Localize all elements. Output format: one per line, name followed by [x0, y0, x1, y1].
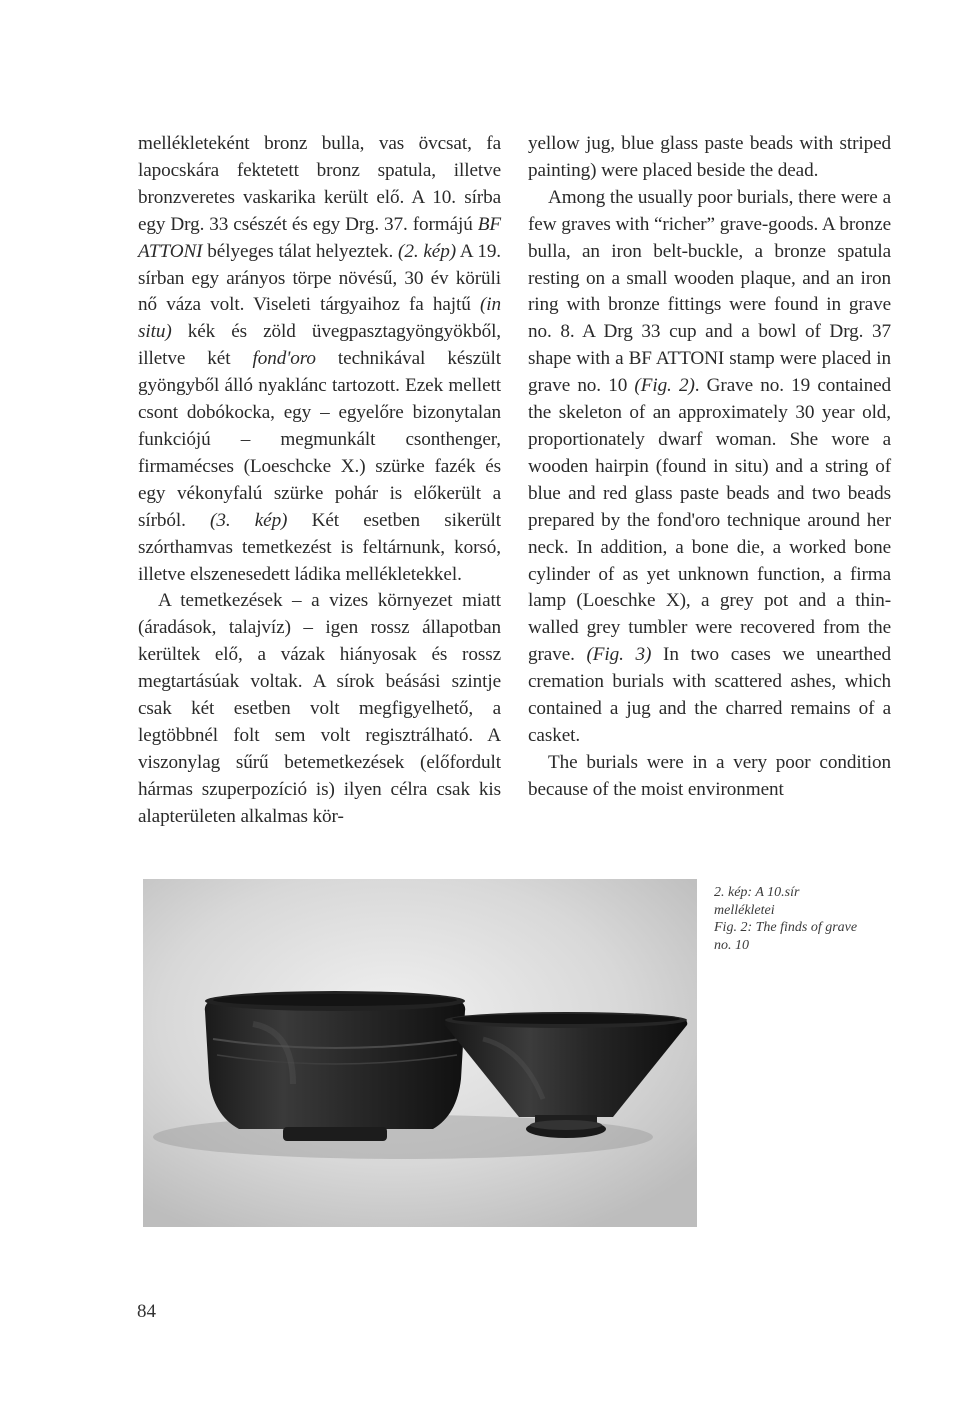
text-run: In two cases we unearthed cremation burials with scattered ashes, which contained a jug and the charred remains of a casket.: [528, 644, 892, 746]
text-run: bélyeges tálat helyeztek.: [202, 240, 399, 262]
text-run: kék és zöld üvegpasztagyöngyökből, illetve két: [138, 321, 501, 370]
caption-en-line-1: Fig. 2: The finds of grave: [714, 920, 858, 935]
left-paragraph-1: [138, 131, 501, 588]
caption-hu-line-2: mellékletei: [714, 902, 775, 918]
stamp-name: BF ATTONI: [138, 213, 501, 262]
bowls-illustration: [143, 879, 697, 1227]
technique-term: fond'oro: [252, 348, 316, 370]
figure-reference: (Fig. 3): [586, 644, 652, 666]
figure-reference: (Fig. 2): [634, 375, 695, 397]
figure-reference: (3. kép): [210, 509, 288, 531]
left-column: [138, 131, 501, 831]
right-paragraph-3: The burials were in a very poor condition because of the moist environment: [528, 751, 891, 800]
text-run: Among the usually poor burials, there were a few graves with “richer” grave-goods. A bronze bulla, an iron belt-buckle, a bronze spatula resting on a small wooden plaque, and an iron ring with bronze fittings were found in grave no. 8. A Drg 33 cup and a bowl of Drg. 37 shape with a BF ATTONI stamp were placed in grave no. 10: [528, 186, 891, 397]
text-run: mellékleteként bronz bulla, vas övcsat, fa lapocskára fektetett bronz spatula, illetve bronzveretes vaskarika került elő. A 10. sírba egy Drg. 33 csészét és egy Drg. 37. formájú: [138, 133, 501, 235]
caption-en-line-2: no. 10: [714, 937, 749, 953]
text-run: A 19. sírban egy arányos törpe növésű, 30 év körüli nő váza volt. Viseleti tárgyaihoz fa hajtű: [138, 240, 502, 316]
text-run: . Grave no. 19 contained the skeleton of an approximately 30 year old, proportionately dwarf woman. She wore a wooden hairpin (found in situ) and a string of blue and red glass paste beads and two beads prepared by the fond'oro technique around her neck. In addition, a bone die, a worked bone cylinder of as yet unknown function, a firma lamp (Loeschke X), a grey pot and a thin-walled grey tumbler were recovered from the grave.: [528, 375, 892, 666]
caption-hu-line-1: 2. kép: A 10.sír: [714, 885, 800, 900]
figure-reference: (2. kép): [398, 240, 456, 262]
text-run: technikával készült gyöngyből álló nyaklánc tartozott. Ezek mellett csont dobókocka, egy – egyelőre bizonytalan funkciójú – megmunkált csonthenger, firmamécses (Loeschcke X.) szürke fazék és egy vékonyfalú szürke pohár is előkerült a sírból.: [138, 348, 501, 531]
figure-bowls-photo: [143, 879, 697, 1227]
latin-term: (in situ): [138, 294, 501, 343]
figure-caption: [714, 884, 894, 954]
page-number: 84: [137, 1301, 156, 1322]
left-paragraph-2: A temetkezések – a vizes környezet miatt (áradások, talajvíz) – igen rossz állapotban kerültek elő, a vázak hiányosak és rossz megtartásúak voltak. A sírok beásási szintje csak két esetben volt megfigyelhető, a legtöbbnél folt sem volt regisztrálható. A viszonylag sűrű betemetkezések (előfordult hármas szuperpozíció is) ilyen célra csak kis alapterületen alkalmas kör-: [138, 590, 501, 827]
text-run: Két esetben sikerült szórthamvas temetkezést is feltárnunk, korsó, illetve elszenesedett ládika mellékletekkel.: [138, 509, 502, 585]
right-paragraph-2: [528, 185, 891, 750]
right-column: [528, 131, 891, 804]
right-paragraph-1: yellow jug, blue glass paste beads with striped painting) were placed beside the dead.: [528, 133, 891, 181]
